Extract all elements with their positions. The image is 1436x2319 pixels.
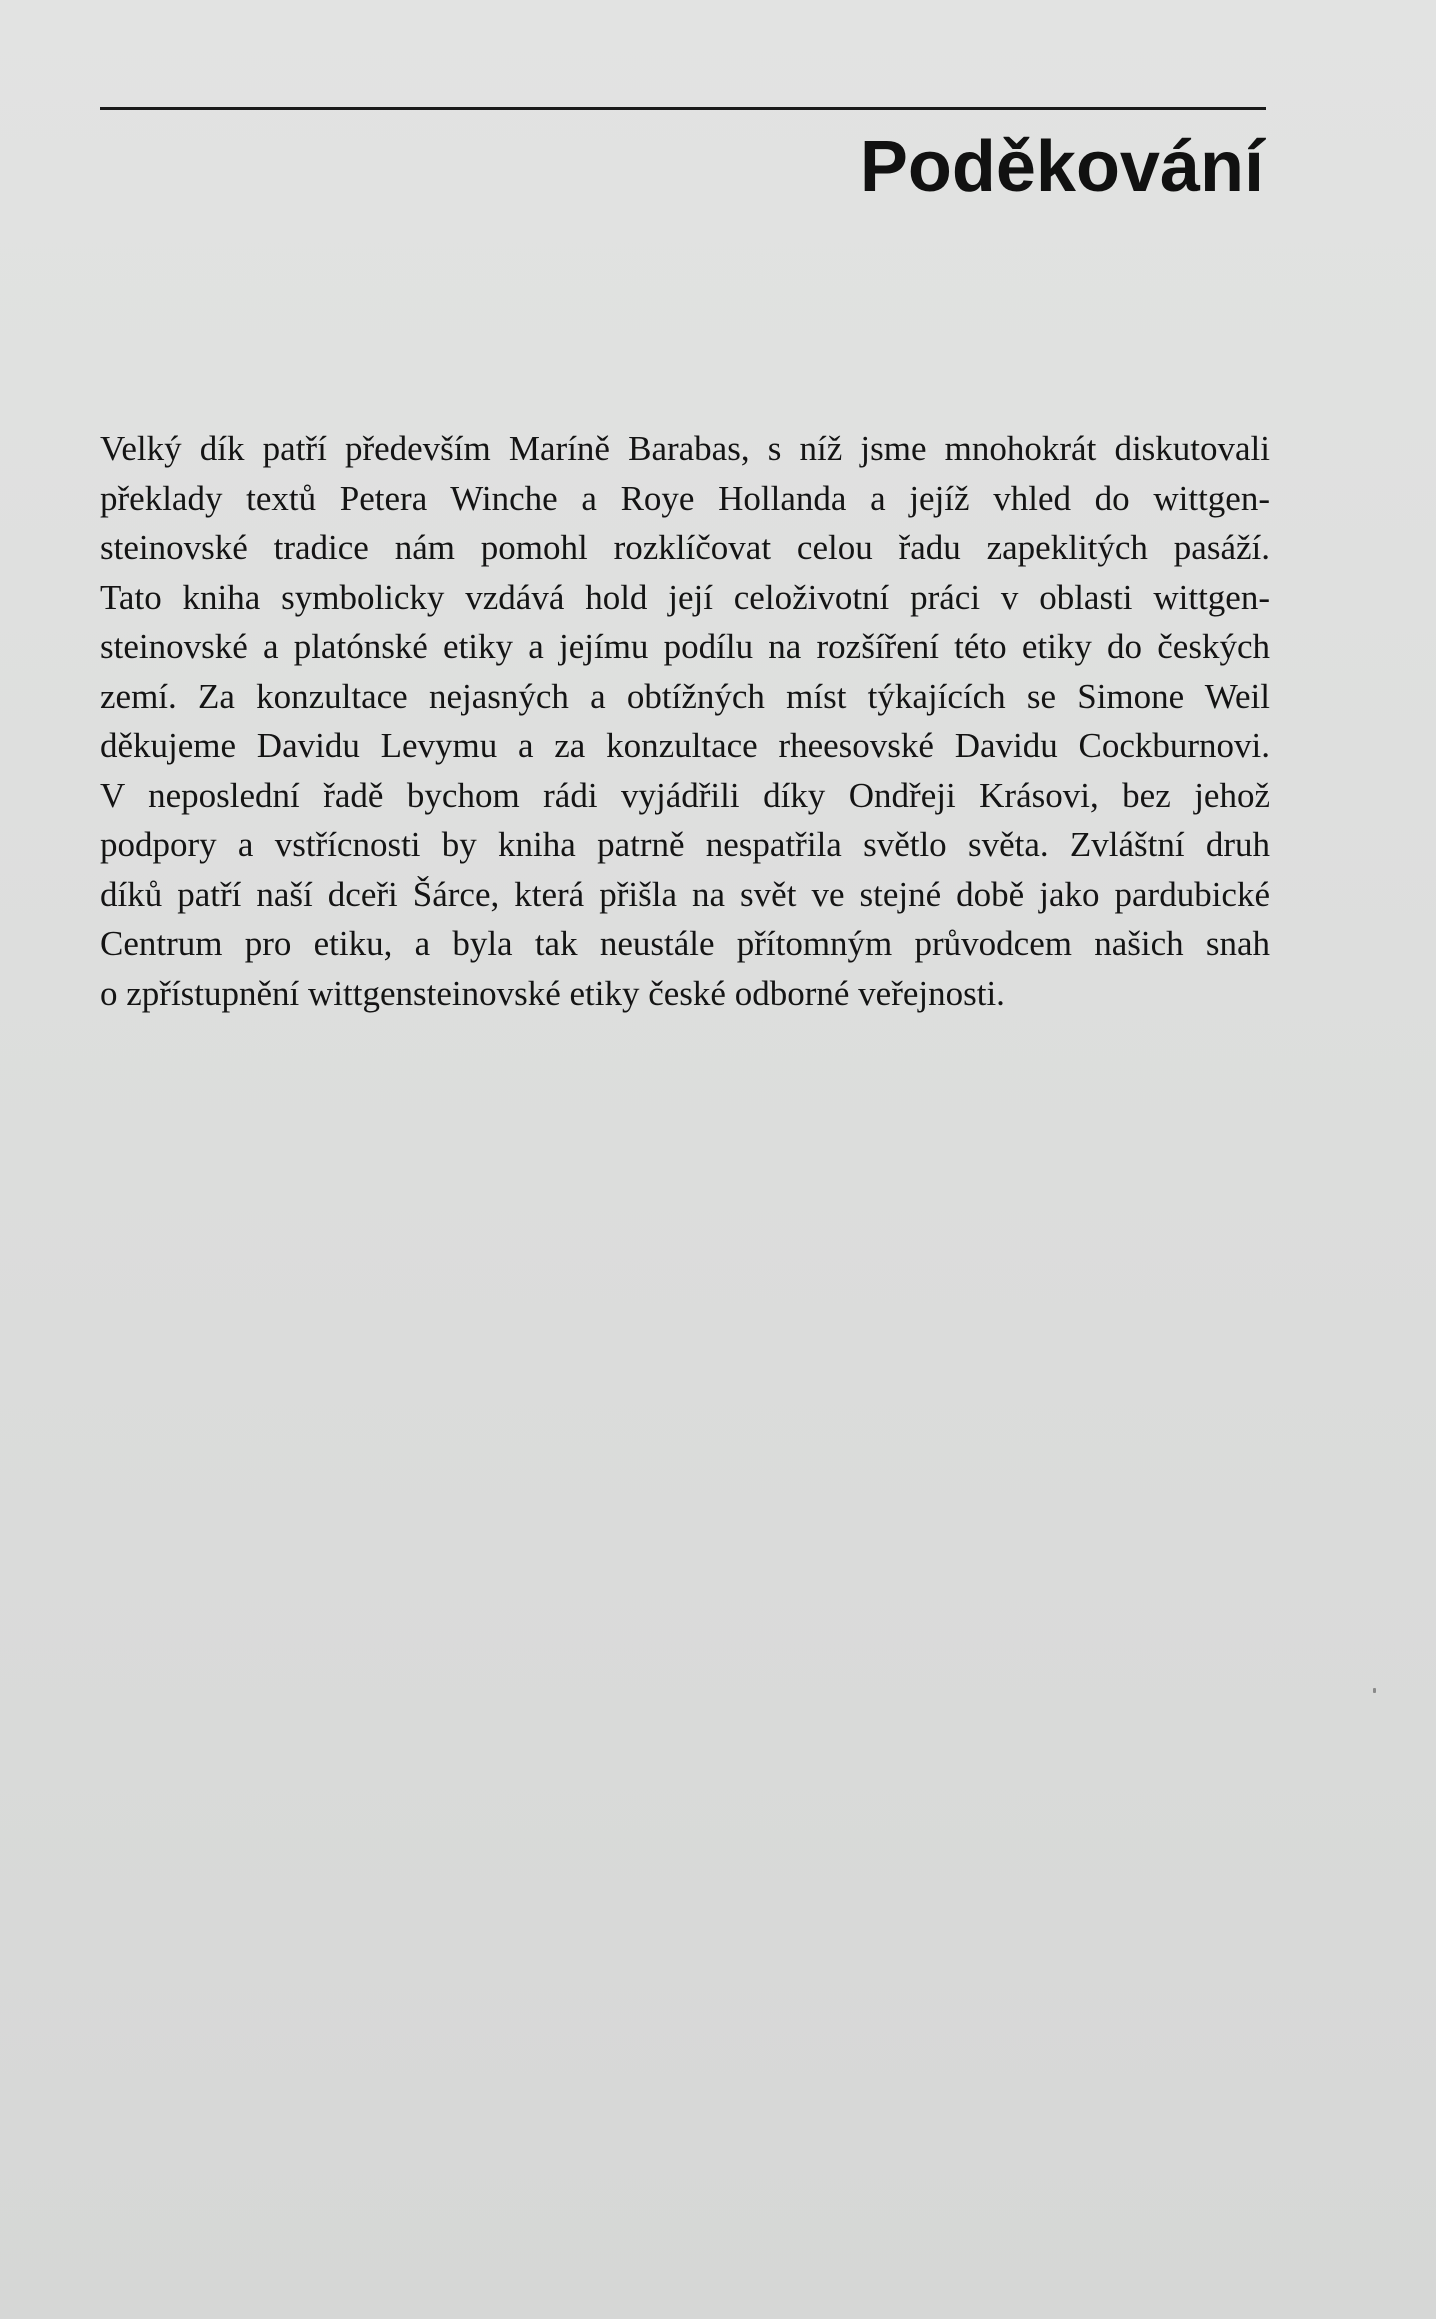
paper-speck (1373, 1688, 1376, 1693)
paragraph-line: překlady textů Petera Winche a Roye Hollanda a jejíž vhled do wittgen- (100, 478, 1270, 518)
chapter-title: Poděkování (859, 127, 1264, 207)
paragraph-line: o zpřístupnění wittgensteinovské etiky české odborné veřejnosti. (100, 973, 1005, 1013)
paragraph-line: Velký dík patří především Maríně Barabas, s níž jsme mnohokrát diskutovali (100, 429, 1270, 468)
paragraph-line: steinovské tradice nám pomohl rozklíčovat celou řadu zapeklitých pasáží. (100, 528, 1270, 567)
acknowledgements-paragraph (100, 424, 1270, 1018)
paragraph-line: zemí. Za konzultace nejasných a obtížných míst týkajících se Simone Weil (100, 676, 1270, 716)
paragraph-line: steinovské a platónské etiky a jejímu podílu na rozšíření této etiky do českých (100, 627, 1270, 666)
paragraph-line: podpory a vstřícnosti by kniha patrně nespatřila světlo světa. Zvláštní druh (100, 825, 1270, 864)
paragraph-line: díků patří naší dceři Šárce, která přišla na svět ve stejné době jako pardubické (100, 874, 1270, 914)
paragraph-line: V neposlední řadě bychom rádi vyjádřili díky Ondřeji Krásovi, bez jehož (100, 775, 1270, 815)
header-rule (100, 107, 1266, 110)
paragraph-line: děkujeme Davidu Levymu a za konzultace rheesovské Davidu Cockburnovi. (100, 726, 1270, 765)
paragraph-line: Tato kniha symbolicky vzdává hold její celoživotní práci v oblasti wittgen- (100, 577, 1270, 617)
paragraph-line: Centrum pro etiku, a byla tak neustále přítomným průvodcem našich snah (100, 924, 1270, 963)
